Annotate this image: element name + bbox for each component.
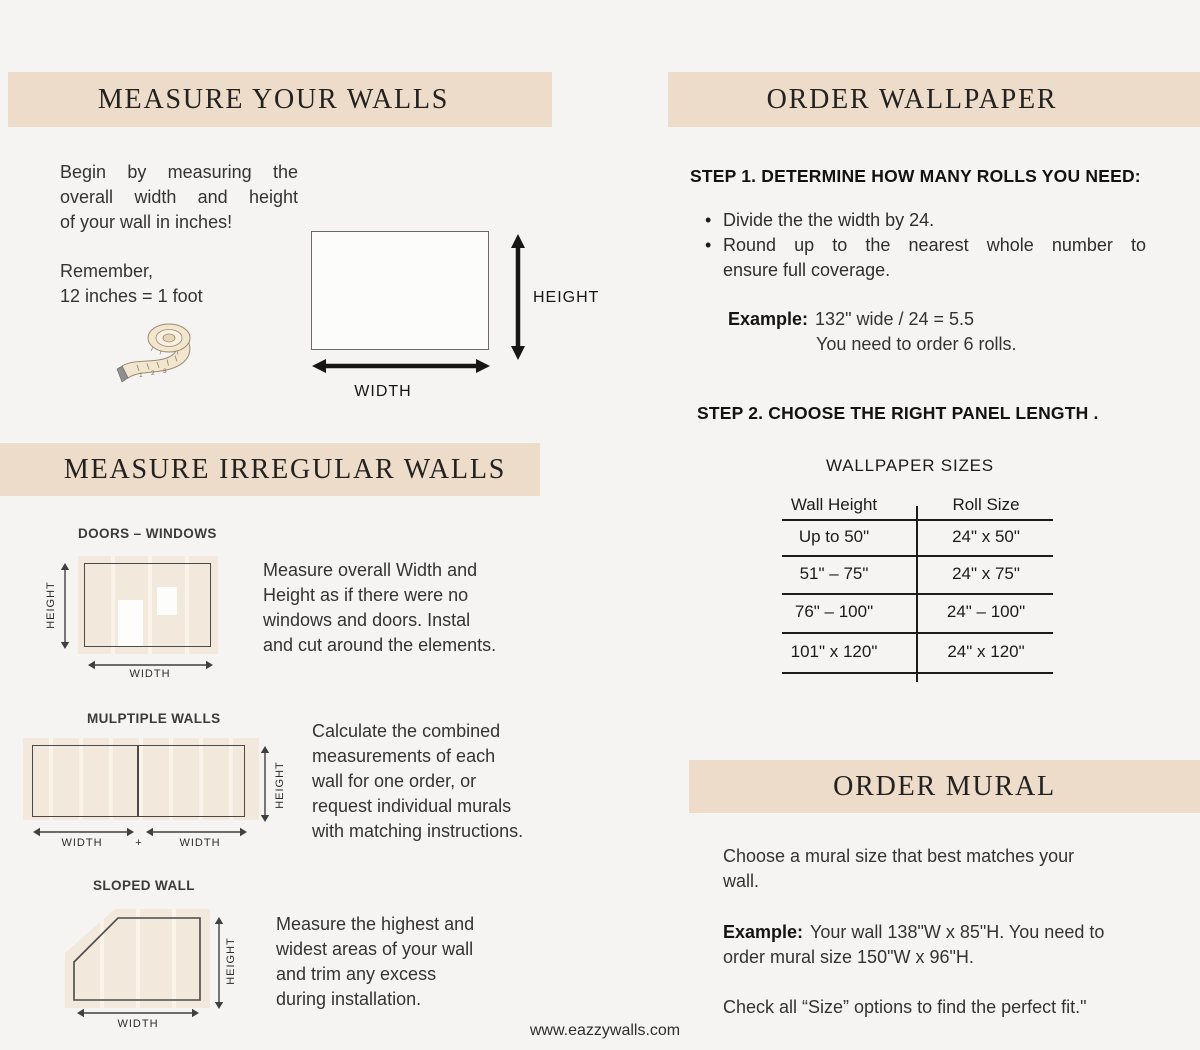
measure-walls-header-bar (8, 72, 552, 127)
mural-example-text: Your wall 138"W x 85"H. You need to (810, 922, 1105, 942)
sloped-wall-label: SLOPED WALL (93, 878, 195, 893)
table-row-roll-size: 24" x 120" (947, 642, 1025, 661)
multiple-walls-label: MULPTIPLE WALLS (87, 711, 221, 726)
step1-bullet-list (700, 208, 1146, 283)
table-row-roll-size: 24" x 75" (952, 564, 1020, 583)
table-row-roll-size: 24" x 50" (952, 527, 1020, 546)
table-vline (916, 506, 918, 682)
svg-text:2: 2 (151, 370, 155, 377)
sloped-wall-height-arrow (212, 917, 226, 1009)
multiple-walls-width-label-2: WIDTH (179, 837, 221, 849)
multiple-walls-text-line: measurements of each (312, 746, 496, 766)
doors-windows-label: DOORS – WINDOWS (78, 526, 217, 541)
width-arrow (312, 356, 490, 376)
multiple-walls-text-line: wall for one order, or (312, 771, 477, 791)
measure-irregular-walls-title: MEASURE IRREGULAR WALLS (63, 453, 507, 485)
doors-windows-text-line: windows and doors. Instal (263, 610, 471, 630)
wallpaper-sizes-title: WALLPAPER SIZES (826, 456, 994, 475)
measure-walls-title: MEASURE YOUR WALLS (97, 83, 450, 115)
order-wallpaper-header-bar (668, 72, 1200, 127)
sloped-wall-text-line: during installation. (276, 989, 422, 1009)
mural-example-text-line2: order mural size 150"W x 96"H. (723, 947, 974, 967)
intro-paragraph (60, 160, 298, 235)
height-arrow (508, 234, 528, 360)
multiple-walls-plus-label: + (135, 837, 143, 849)
tape-measure-icon (115, 318, 220, 388)
example-label: Example: (728, 309, 809, 329)
intro-line: overall width and height (60, 187, 298, 207)
sloped-wall-text (276, 912, 516, 1012)
remember-line: Remember, (60, 261, 154, 281)
multiple-walls-text-line: request individual murals (312, 796, 512, 816)
doors-windows-height-label: HEIGHT (45, 581, 57, 629)
multiple-walls-divider (137, 745, 139, 817)
table-col-header-wall-height: Wall Height (790, 495, 878, 514)
order-wallpaper-title: ORDER WALLPAPER (766, 83, 1058, 115)
order-mural-title: ORDER MURAL (833, 770, 1056, 802)
wall-diagram-rectangle (311, 231, 489, 350)
multiple-walls-text-line: Calculate the combined (312, 721, 501, 741)
table-col-header-roll-size: Roll Size (952, 495, 1020, 514)
bullet-text-line: • Round up to the nearest whole number to (723, 235, 1146, 255)
doors-windows-text (263, 558, 543, 658)
intro-line: of your wall in inches! (60, 212, 233, 232)
measure-irregular-walls-header-bar (0, 443, 540, 496)
remember-paragraph (60, 259, 300, 309)
table-row-roll-size: 24" – 100" (946, 602, 1026, 621)
sloped-wall-diagram (60, 905, 215, 1013)
footer-website-url: www.eazzywalls.com (529, 1022, 681, 1039)
step2-heading: STEP 2. CHOOSE THE RIGHT PANEL LENGTH . (697, 403, 1099, 423)
doors-windows-text-line: and cut around the elements. (263, 635, 497, 655)
mural-paragraph-3: Check all “Size” options to find the perfect fit." (723, 997, 1087, 1017)
mural-p1-line: Choose a mural size that best matches your (723, 846, 1075, 866)
multiple-walls-text (312, 719, 562, 844)
sloped-wall-text-line: and trim any excess (276, 964, 437, 984)
remember-line: 12 inches = 1 foot (60, 286, 203, 306)
multiple-walls-height-label: HEIGHT (274, 761, 286, 809)
multiple-walls-text-line: with matching instructions. (312, 821, 524, 841)
height-label: HEIGHT (533, 289, 600, 306)
sloped-wall-text-line: widest areas of your wall (276, 939, 474, 959)
multiple-walls-height-arrow (258, 746, 272, 822)
multiple-walls-width-label-1: WIDTH (61, 837, 103, 849)
doors-windows-text-line: Measure overall Width and (263, 560, 478, 580)
doors-windows-height-arrow (58, 563, 72, 649)
table-row-wall-height: 76" – 100" (794, 602, 874, 621)
sloped-wall-width-label: WIDTH (117, 1018, 159, 1030)
example-note: You need to order 6 rolls. (816, 334, 1017, 354)
doors-windows-width-label: WIDTH (129, 668, 171, 680)
step1-example (728, 307, 1088, 357)
svg-text:1: 1 (139, 372, 143, 379)
bullet-text: Divide the the width by 24. (723, 210, 935, 230)
sloped-wall-height-label: HEIGHT (225, 937, 237, 985)
bullet-item (700, 233, 1146, 283)
step1-heading: STEP 1. DETERMINE HOW MANY ROLLS YOU NEED: (690, 166, 1141, 186)
intro-line: Begin by measuring the (60, 162, 298, 182)
width-label: WIDTH (354, 383, 412, 400)
table-row-wall-height: Up to 50" (798, 527, 870, 546)
table-row-wall-height: 51" – 75" (799, 564, 869, 583)
doors-windows-text-line: Height as if there were no (263, 585, 469, 605)
svg-text:3: 3 (163, 368, 167, 375)
mural-paragraph-1 (723, 844, 1153, 894)
mural-example-label: Example: (723, 922, 804, 942)
bullet-item (700, 208, 1146, 233)
table-row-wall-height: 101" x 120" (790, 642, 878, 661)
order-mural-header-bar (689, 760, 1200, 813)
bullet-text-line: ensure full coverage. (723, 260, 891, 280)
sloped-wall-text-line: Measure the highest and (276, 914, 475, 934)
example-value: 132" wide / 24 = 5.5 (815, 309, 975, 329)
mural-paragraph-2 (723, 920, 1163, 970)
mural-p1-line: wall. (723, 871, 760, 891)
doors-windows-wall-outline (84, 563, 211, 647)
